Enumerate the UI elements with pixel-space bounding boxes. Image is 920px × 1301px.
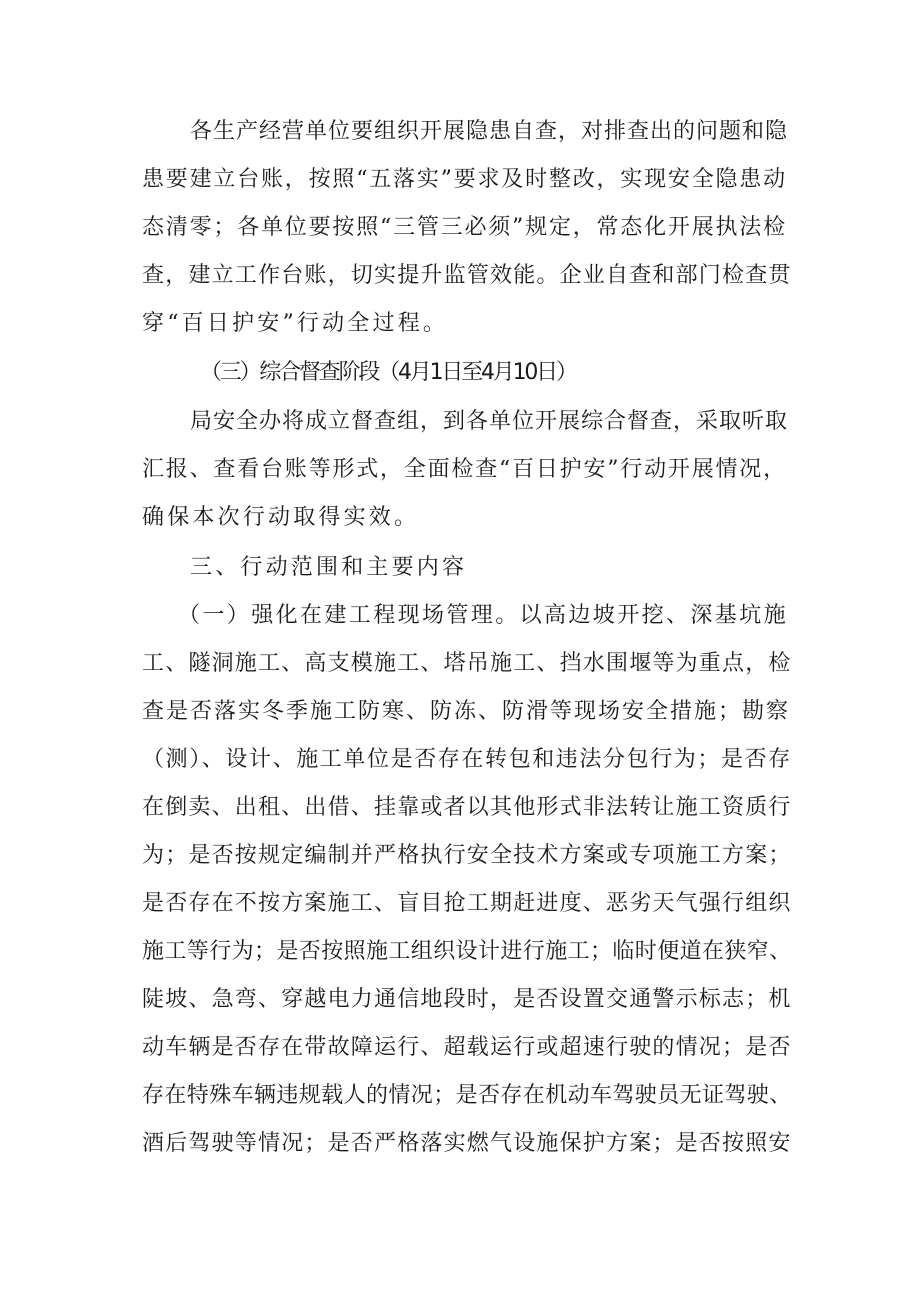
section-heading-scope: 三、行动范围和主要内容 — [190, 555, 468, 580]
paragraph-line: （一）强化在建工程现场管理。以高边坡开挖、深基坑施 — [178, 603, 789, 628]
paragraph-line: 患要建立台账，按照“五落实”要求及时整改，实现安全隐患动 — [142, 167, 787, 192]
paragraph-line: 为；是否按规定编制并严格执行安全技术方案或专项施工方案； — [142, 843, 792, 868]
paragraph-line: 是否存在不按方案施工、盲目抢工期赶进度、恶劣天气强行组织 — [142, 891, 792, 916]
paragraph-line: 在倒卖、出租、出借、挂靠或者以其他形式非法转让施工资质行 — [142, 795, 792, 820]
paragraph-line: 施工等行为；是否按照施工组织设计进行施工；临时便道在狭窄、 — [142, 939, 792, 964]
section-heading-stage3: （三）综合督查阶段（4月1日至4月10日） — [200, 360, 576, 385]
paragraph-line: 查是否落实冬季施工防寒、防冻、防滑等现场安全措施；勘察 — [142, 699, 791, 724]
paragraph-line: 查，建立工作台账，切实提升监管效能。企业自查和部门检查贯 — [142, 263, 792, 288]
paragraph-line: 陡坡、急弯、穿越电力通信地段时，是否设置交通警示标志；机 — [142, 987, 792, 1012]
paragraph-line: 工、隧洞施工、高支模施工、塔吊施工、挡水围堰等为重点，检 — [142, 651, 792, 676]
paragraph-line: 动车辆是否存在带故障运行、超载运行或超速行驶的情况；是否 — [142, 1035, 792, 1060]
paragraph-line: （测）、设计、施工单位是否存在转包和违法分包行为；是否存 — [142, 747, 792, 772]
paragraph-line: 各生产经营单位要组织开展隐患自查，对排查出的问题和隐 — [190, 119, 789, 144]
paragraph-line: 确保本次行动取得实效。 — [142, 505, 420, 530]
paragraph-line: 存在特殊车辆违规载人的情况；是否存在机动车驾驶员无证驾驶、 — [142, 1083, 792, 1108]
paragraph-line: 态清零；各单位要按照“三管三必须”规定，常态化开展执法检 — [142, 215, 787, 240]
paragraph-line: 穿“百日护安”行动全过程。 — [142, 311, 449, 336]
paragraph-line: 酒后驾驶等情况；是否严格落实燃气设施保护方案；是否按照安 — [142, 1131, 792, 1156]
paragraph-line: 局安全办将成立督查组，到各单位开展综合督查，采取听取 — [190, 409, 789, 434]
paragraph-line: 汇报、查看台账等形式，全面检查“百日护安”行动开展情况， — [142, 457, 787, 482]
